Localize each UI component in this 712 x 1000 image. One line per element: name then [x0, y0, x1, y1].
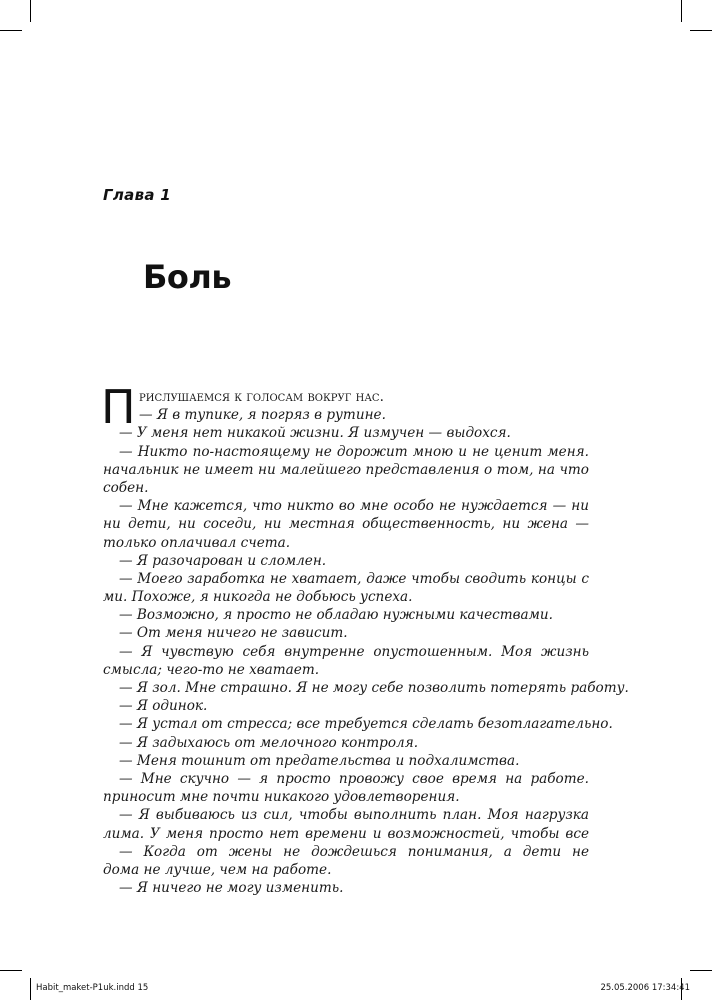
text-line: — Я задыхаюсь от мелочного контроля.: [119, 734, 419, 751]
text-line: приносит мне почти никакого удовлетворения.: [103, 789, 460, 806]
footer-timestamp: 25.05.2006 17:34:41: [600, 983, 690, 993]
text-line: смысла; чего-то не хватает.: [103, 661, 320, 678]
text-line: ми. Похоже, я никогда не добьюсь успеха.: [103, 589, 413, 606]
text-line: — Я одинок.: [119, 698, 208, 715]
text-line: — У меня нет никакой жизни. Я измучен — выдохся.: [119, 425, 511, 442]
crop-mark: [0, 970, 22, 971]
chapter-label: Глава 1: [103, 186, 172, 204]
drop-cap: П: [101, 380, 136, 434]
text-line: ни дети, ни соседи, ни местная общественность, ни жена —: [103, 516, 589, 533]
text-line: — Моего заработка не хватает, даже чтобы сводить концы с: [119, 570, 589, 587]
chapter-title: Боль: [143, 258, 232, 296]
text-line: начальник не имеет ни малейшего представления о том, на что: [103, 461, 589, 478]
opening-phrase: рислушаемся к голосам вокруг нас.: [139, 389, 384, 405]
footer-filename: Habit_maket-P1uk.indd 15: [36, 983, 149, 993]
text-line: — Я устал от стресса; все требуется сделать безотлагательно.: [119, 716, 613, 733]
crop-mark: [0, 30, 22, 31]
text-line: — Я в тупике, я погряз в рутине.: [139, 407, 386, 424]
crop-mark: [30, 978, 31, 1000]
text-line: — Когда от жены не дождешься понимания, а дети не: [119, 843, 589, 860]
crop-mark: [690, 30, 712, 31]
text-line: дома не лучше, чем на работе.: [103, 861, 332, 878]
paragraph-lines: [103, 406, 629, 897]
crop-mark: [30, 0, 31, 22]
text-line: лима. У меня просто нет времени и возможностей, чтобы все: [103, 825, 589, 842]
text-line: — Я разочарован и сломлен.: [119, 552, 327, 569]
text-line: только оплачивал счета.: [103, 534, 291, 551]
text-line: — Мне скучно — я просто провожу свое время на работе.: [119, 770, 589, 787]
crop-mark: [690, 970, 712, 971]
text-line: собен.: [103, 479, 149, 496]
text-line: — Я выбиваюсь из сил, чтобы выполнить план. Моя нагрузка: [119, 807, 589, 824]
text-line: — Никто по-настоящему не дорожит мною и не ценит меня.: [119, 443, 589, 460]
body-text: [101, 380, 629, 897]
text-line: — Меня тошнит от предательства и подхалимства.: [119, 752, 520, 769]
text-line: — Я зол. Мне страшно. Я не могу себе позволить потерять работу.: [119, 680, 629, 696]
text-line: — Мне кажется, что никто во мне особо не нуждается — ни: [119, 498, 589, 515]
text-line: — Возможно, я просто не обладаю нужными качествами.: [119, 607, 553, 624]
text-line: — Я чувствую себя внутренне опустошенным. Моя жизнь: [119, 643, 589, 660]
text-line: — Я ничего не могу изменить.: [119, 880, 344, 897]
crop-mark: [681, 0, 682, 22]
text-line: — От меня ничего не зависит.: [119, 625, 348, 642]
